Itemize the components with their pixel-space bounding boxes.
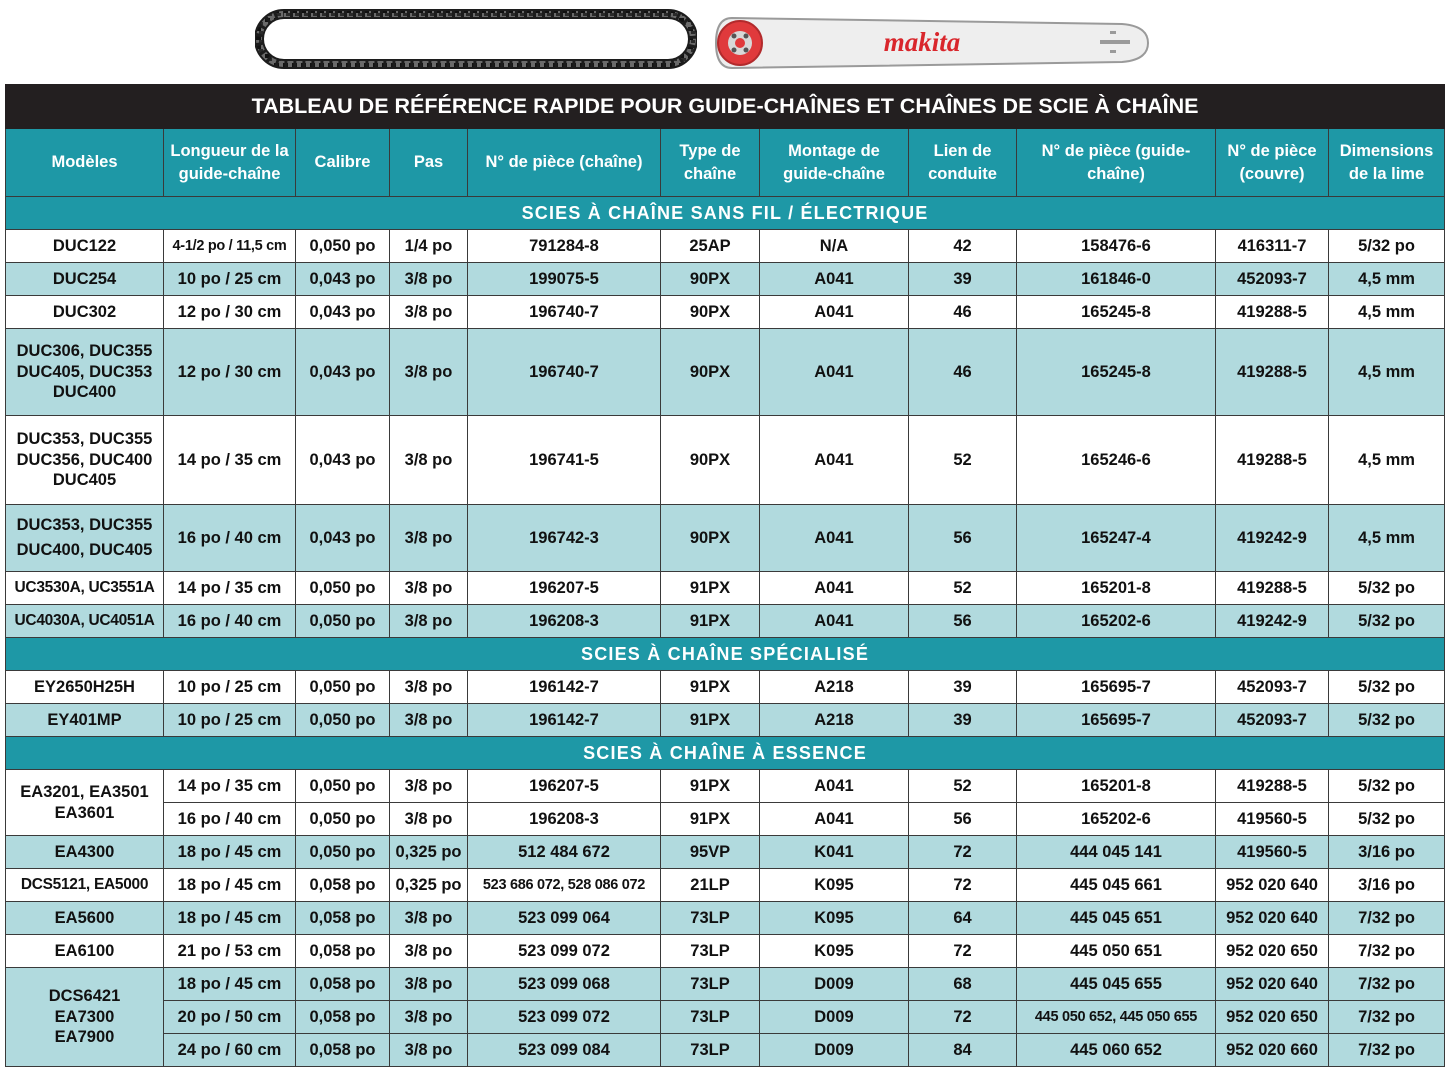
cell-dimensions: 7/32 po xyxy=(1329,968,1445,1001)
cell-dimensions: 4,5 mm xyxy=(1329,296,1445,329)
cell-montage: D009 xyxy=(760,968,909,1001)
cell-piece-chaine: 196142-7 xyxy=(468,671,661,704)
cell-lien: 46 xyxy=(909,296,1017,329)
cell-pas: 3/8 po xyxy=(390,902,468,935)
cell-pas: 3/8 po xyxy=(390,329,468,416)
cell-dimensions: 5/32 po xyxy=(1329,230,1445,263)
cell-piece-couvre: 419288-5 xyxy=(1216,416,1329,505)
cell-modeles xyxy=(6,704,164,737)
table-title-row xyxy=(6,85,1445,129)
section-title: SCIES À CHAÎNE SPÉCIALISÉ xyxy=(6,638,1445,671)
cell-piece-chaine: 196208-3 xyxy=(468,803,661,836)
cell-modeles xyxy=(6,416,164,505)
cell-longueur: 14 po / 35 cm xyxy=(164,770,296,803)
cell-modeles xyxy=(6,869,164,902)
cell-dimensions: 5/32 po xyxy=(1329,803,1445,836)
cell-piece-chaine: 196207-5 xyxy=(468,770,661,803)
cell-calibre: 0,058 po xyxy=(296,1034,390,1067)
cell-type: 90PX xyxy=(661,263,760,296)
model-name: DCS6421 xyxy=(48,987,121,1006)
table-row xyxy=(6,296,1445,329)
cell-piece-couvre: 419560-5 xyxy=(1216,836,1329,869)
cell-piece-guide: 445 060 652 xyxy=(1017,1034,1216,1067)
table-row xyxy=(6,605,1445,638)
cell-longueur: 21 po / 53 cm xyxy=(164,935,296,968)
model-name: DUC254 xyxy=(52,269,117,288)
cell-piece-guide: 165201-8 xyxy=(1017,770,1216,803)
table-row xyxy=(6,1001,1445,1034)
cell-pas: 3/8 po xyxy=(390,803,468,836)
cell-piece-chaine: 523 686 072, 528 086 072 xyxy=(468,869,661,902)
cell-lien: 52 xyxy=(909,572,1017,605)
cell-montage: K095 xyxy=(760,869,909,902)
product-header xyxy=(0,0,1449,84)
cell-montage: K095 xyxy=(760,902,909,935)
model-name: DUC353, DUC355 xyxy=(16,430,153,449)
section-row xyxy=(6,197,1445,230)
cell-pas: 3/8 po xyxy=(390,1001,468,1034)
reference-table xyxy=(5,84,1445,1067)
model-name: DUC400, DUC405 xyxy=(16,541,153,559)
cell-calibre: 0,058 po xyxy=(296,935,390,968)
cell-piece-guide: 161846-0 xyxy=(1017,263,1216,296)
cell-piece-chaine: 791284-8 xyxy=(468,230,661,263)
cell-montage: A218 xyxy=(760,671,909,704)
cell-modeles xyxy=(6,671,164,704)
header-dimensions: Dimensions de la lime xyxy=(1329,129,1445,197)
table-row xyxy=(6,263,1445,296)
cell-modeles xyxy=(6,572,164,605)
cell-dimensions: 3/16 po xyxy=(1329,836,1445,869)
cell-modeles xyxy=(6,605,164,638)
cell-piece-guide: 445 045 651 xyxy=(1017,902,1216,935)
cell-longueur: 20 po / 50 cm xyxy=(164,1001,296,1034)
cell-type: 73LP xyxy=(661,902,760,935)
cell-longueur: 14 po / 35 cm xyxy=(164,572,296,605)
table-row xyxy=(6,869,1445,902)
cell-dimensions: 4,5 mm xyxy=(1329,416,1445,505)
model-name: EY401MP xyxy=(47,710,122,729)
cell-calibre: 0,050 po xyxy=(296,230,390,263)
cell-piece-guide: 158476-6 xyxy=(1017,230,1216,263)
cell-piece-guide: 165246-6 xyxy=(1017,416,1216,505)
cell-piece-guide: 165201-8 xyxy=(1017,572,1216,605)
cell-longueur: 24 po / 60 cm xyxy=(164,1034,296,1067)
makita-logo: makita xyxy=(883,27,961,57)
cell-piece-chaine: 196207-5 xyxy=(468,572,661,605)
cell-montage: N/A xyxy=(760,230,909,263)
cell-longueur: 10 po / 25 cm xyxy=(164,704,296,737)
cell-piece-guide: 445 045 655 xyxy=(1017,968,1216,1001)
model-name: EA4300 xyxy=(54,842,115,861)
model-name: EA7900 xyxy=(54,1028,115,1047)
cell-piece-chaine: 196742-3 xyxy=(468,505,661,572)
cell-calibre: 0,043 po xyxy=(296,416,390,505)
cell-piece-chaine: 196740-7 xyxy=(468,296,661,329)
table-title: TABLEAU DE RÉFÉRENCE RAPIDE POUR GUIDE-CHAÎNES ET CHAÎNES DE SCIE À CHAÎNE xyxy=(6,85,1445,129)
cell-piece-couvre: 952 020 640 xyxy=(1216,968,1329,1001)
cell-longueur: 18 po / 45 cm xyxy=(164,869,296,902)
cell-piece-guide: 165695-7 xyxy=(1017,704,1216,737)
cell-piece-couvre: 952 020 660 xyxy=(1216,1034,1329,1067)
table-row xyxy=(6,671,1445,704)
cell-piece-chaine: 196741-5 xyxy=(468,416,661,505)
cell-modeles xyxy=(6,505,164,572)
cell-calibre: 0,043 po xyxy=(296,505,390,572)
cell-longueur: 16 po / 40 cm xyxy=(164,505,296,572)
header-piece-guide: N° de pièce (guide-chaîne) xyxy=(1017,129,1216,197)
model-name: DCS5121, EA5000 xyxy=(20,876,149,894)
cell-calibre: 0,058 po xyxy=(296,902,390,935)
header-calibre: Calibre xyxy=(296,129,390,197)
cell-piece-couvre: 452093-7 xyxy=(1216,263,1329,296)
cell-piece-couvre: 452093-7 xyxy=(1216,704,1329,737)
cell-pas: 3/8 po xyxy=(390,605,468,638)
cell-piece-guide: 165245-8 xyxy=(1017,296,1216,329)
cell-piece-guide: 165202-6 xyxy=(1017,605,1216,638)
table-row xyxy=(6,416,1445,505)
cell-piece-chaine: 523 099 072 xyxy=(468,935,661,968)
model-name: EA5600 xyxy=(54,908,115,927)
cell-dimensions: 4,5 mm xyxy=(1329,505,1445,572)
cell-dimensions: 5/32 po xyxy=(1329,605,1445,638)
cell-piece-couvre: 419288-5 xyxy=(1216,572,1329,605)
model-name: EA3601 xyxy=(54,803,115,822)
table-row xyxy=(6,836,1445,869)
cell-type: 25AP xyxy=(661,230,760,263)
cell-type: 90PX xyxy=(661,296,760,329)
cell-piece-chaine: 512 484 672 xyxy=(468,836,661,869)
cell-dimensions: 7/32 po xyxy=(1329,902,1445,935)
cell-dimensions: 5/32 po xyxy=(1329,572,1445,605)
cell-piece-chaine: 523 099 064 xyxy=(468,902,661,935)
cell-pas: 0,325 po xyxy=(390,869,468,902)
cell-longueur: 14 po / 35 cm xyxy=(164,416,296,505)
cell-calibre: 0,050 po xyxy=(296,770,390,803)
cell-piece-guide: 445 050 652, 445 050 655 xyxy=(1017,1001,1216,1034)
cell-piece-chaine: 196142-7 xyxy=(468,704,661,737)
cell-lien: 52 xyxy=(909,770,1017,803)
model-name: UC3530A, UC3551A xyxy=(14,579,155,597)
cell-calibre: 0,043 po xyxy=(296,329,390,416)
cell-pas: 0,325 po xyxy=(390,836,468,869)
cell-lien: 72 xyxy=(909,836,1017,869)
model-name: EA7300 xyxy=(54,1007,115,1026)
cell-lien: 72 xyxy=(909,869,1017,902)
cell-montage: A041 xyxy=(760,770,909,803)
cell-piece-couvre: 952 020 640 xyxy=(1216,869,1329,902)
model-name: UC4030A, UC4051A xyxy=(14,612,155,630)
cell-calibre: 0,050 po xyxy=(296,572,390,605)
cell-modeles xyxy=(6,230,164,263)
header-pas: Pas xyxy=(390,129,468,197)
header-piece-chaine: N° de pièce (chaîne) xyxy=(468,129,661,197)
cell-montage: A218 xyxy=(760,704,909,737)
cell-type: 73LP xyxy=(661,935,760,968)
cell-type: 90PX xyxy=(661,416,760,505)
cell-piece-couvre: 419288-5 xyxy=(1216,296,1329,329)
cell-dimensions: 7/32 po xyxy=(1329,1034,1445,1067)
cell-longueur: 18 po / 45 cm xyxy=(164,836,296,869)
cell-pas: 3/8 po xyxy=(390,572,468,605)
cell-calibre: 0,058 po xyxy=(296,1001,390,1034)
cell-pas: 3/8 po xyxy=(390,1034,468,1067)
cell-type: 73LP xyxy=(661,1001,760,1034)
cell-pas: 1/4 po xyxy=(390,230,468,263)
cell-calibre: 0,050 po xyxy=(296,803,390,836)
section-title: SCIES À CHAÎNE SANS FIL / ÉLECTRIQUE xyxy=(6,197,1445,230)
cell-piece-chaine: 523 099 072 xyxy=(468,1001,661,1034)
cell-piece-couvre: 952 020 650 xyxy=(1216,1001,1329,1034)
cell-type: 90PX xyxy=(661,505,760,572)
cell-calibre: 0,043 po xyxy=(296,296,390,329)
cell-piece-couvre: 419560-5 xyxy=(1216,803,1329,836)
header-modeles: Modèles xyxy=(6,129,164,197)
model-name: DUC122 xyxy=(52,236,117,255)
section-title: SCIES À CHAÎNE À ESSENCE xyxy=(6,737,1445,770)
cell-piece-couvre: 952 020 650 xyxy=(1216,935,1329,968)
header-piece-couvre: N° de pièce (couvre) xyxy=(1216,129,1329,197)
cell-modeles xyxy=(6,836,164,869)
cell-calibre: 0,050 po xyxy=(296,671,390,704)
cell-pas: 3/8 po xyxy=(390,671,468,704)
cell-modeles xyxy=(6,902,164,935)
cell-calibre: 0,050 po xyxy=(296,836,390,869)
cell-pas: 3/8 po xyxy=(390,968,468,1001)
model-name: DUC405 xyxy=(52,471,117,490)
cell-lien: 72 xyxy=(909,1001,1017,1034)
cell-pas: 3/8 po xyxy=(390,416,468,505)
cell-lien: 46 xyxy=(909,329,1017,416)
cell-piece-chaine: 196740-7 xyxy=(468,329,661,416)
cell-dimensions: 4,5 mm xyxy=(1329,263,1445,296)
cell-longueur: 18 po / 45 cm xyxy=(164,968,296,1001)
cell-piece-couvre: 419242-9 xyxy=(1216,605,1329,638)
cell-type: 73LP xyxy=(661,968,760,1001)
cell-modeles xyxy=(6,935,164,968)
cell-type: 91PX xyxy=(661,770,760,803)
cell-piece-couvre: 419288-5 xyxy=(1216,770,1329,803)
table-row xyxy=(6,704,1445,737)
model-name: EA3201, EA3501 xyxy=(20,782,149,801)
cell-piece-chaine: 523 099 068 xyxy=(468,968,661,1001)
cell-modeles xyxy=(6,968,164,1067)
cell-lien: 39 xyxy=(909,671,1017,704)
cell-modeles xyxy=(6,296,164,329)
model-name: EY2650H25H xyxy=(34,677,135,696)
cell-pas: 3/8 po xyxy=(390,704,468,737)
cell-modeles xyxy=(6,770,164,836)
model-name: EA6100 xyxy=(54,941,115,960)
cell-montage: A041 xyxy=(760,605,909,638)
cell-montage: A041 xyxy=(760,803,909,836)
header-montage: Montage de guide-chaîne xyxy=(760,129,909,197)
cell-dimensions: 7/32 po xyxy=(1329,935,1445,968)
cell-longueur: 4-1/2 po / 11,5 cm xyxy=(164,230,296,263)
cell-piece-couvre: 419288-5 xyxy=(1216,329,1329,416)
cell-dimensions: 5/32 po xyxy=(1329,704,1445,737)
cell-type: 90PX xyxy=(661,329,760,416)
cell-calibre: 0,058 po xyxy=(296,869,390,902)
cell-longueur: 16 po / 40 cm xyxy=(164,803,296,836)
table-row xyxy=(6,968,1445,1001)
cell-type: 91PX xyxy=(661,704,760,737)
cell-pas: 3/8 po xyxy=(390,935,468,968)
cell-dimensions: 7/32 po xyxy=(1329,1001,1445,1034)
cell-pas: 3/8 po xyxy=(390,263,468,296)
cell-piece-guide: 165245-8 xyxy=(1017,329,1216,416)
table-row xyxy=(6,230,1445,263)
cell-dimensions: 5/32 po xyxy=(1329,671,1445,704)
cell-piece-chaine: 199075-5 xyxy=(468,263,661,296)
cell-piece-chaine: 523 099 084 xyxy=(468,1034,661,1067)
cell-lien: 42 xyxy=(909,230,1017,263)
cell-lien: 56 xyxy=(909,605,1017,638)
table-row xyxy=(6,902,1445,935)
model-name: DUC306, DUC355 xyxy=(16,342,153,361)
section-row xyxy=(6,737,1445,770)
header-lien: Lien de conduite xyxy=(909,129,1017,197)
cell-lien: 39 xyxy=(909,263,1017,296)
cell-piece-couvre: 452093-7 xyxy=(1216,671,1329,704)
cell-calibre: 0,043 po xyxy=(296,263,390,296)
cell-piece-guide: 165202-6 xyxy=(1017,803,1216,836)
cell-calibre: 0,050 po xyxy=(296,704,390,737)
cell-montage: K095 xyxy=(760,935,909,968)
cell-type: 91PX xyxy=(661,572,760,605)
cell-longueur: 12 po / 30 cm xyxy=(164,296,296,329)
saw-chain-image xyxy=(255,8,697,70)
cell-type: 95VP xyxy=(661,836,760,869)
cell-dimensions: 3/16 po xyxy=(1329,869,1445,902)
cell-lien: 39 xyxy=(909,704,1017,737)
section-row xyxy=(6,638,1445,671)
table-row xyxy=(6,935,1445,968)
cell-pas: 3/8 po xyxy=(390,296,468,329)
cell-lien: 56 xyxy=(909,505,1017,572)
cell-type: 73LP xyxy=(661,1034,760,1067)
cell-piece-guide: 444 045 141 xyxy=(1017,836,1216,869)
model-name: DUC400 xyxy=(52,383,117,402)
cell-dimensions: 5/32 po xyxy=(1329,770,1445,803)
cell-type: 91PX xyxy=(661,671,760,704)
table-row xyxy=(6,572,1445,605)
table-row xyxy=(6,1034,1445,1067)
model-name: DUC356, DUC400 xyxy=(16,450,153,469)
cell-pas: 3/8 po xyxy=(390,770,468,803)
cell-piece-guide: 165695-7 xyxy=(1017,671,1216,704)
cell-montage: D009 xyxy=(760,1001,909,1034)
cell-montage: D009 xyxy=(760,1034,909,1067)
model-name: DUC353, DUC355 xyxy=(16,516,153,535)
cell-modeles xyxy=(6,329,164,416)
cell-piece-couvre: 952 020 640 xyxy=(1216,902,1329,935)
table-row xyxy=(6,803,1445,836)
cell-lien: 84 xyxy=(909,1034,1017,1067)
cell-lien: 56 xyxy=(909,803,1017,836)
cell-piece-guide: 445 050 651 xyxy=(1017,935,1216,968)
cell-piece-couvre: 419242-9 xyxy=(1216,505,1329,572)
cell-montage: A041 xyxy=(760,263,909,296)
header-type: Type de chaîne xyxy=(661,129,760,197)
cell-montage: A041 xyxy=(760,329,909,416)
cell-calibre: 0,050 po xyxy=(296,605,390,638)
cell-piece-couvre: 416311-7 xyxy=(1216,230,1329,263)
cell-montage: A041 xyxy=(760,572,909,605)
table-row xyxy=(6,505,1445,572)
cell-type: 21LP xyxy=(661,869,760,902)
cell-lien: 64 xyxy=(909,902,1017,935)
table-row xyxy=(6,329,1445,416)
cell-lien: 72 xyxy=(909,935,1017,968)
cell-lien: 52 xyxy=(909,416,1017,505)
table-row xyxy=(6,770,1445,803)
cell-longueur: 18 po / 45 cm xyxy=(164,902,296,935)
cell-modeles xyxy=(6,263,164,296)
cell-piece-guide: 165247-4 xyxy=(1017,505,1216,572)
cell-montage: A041 xyxy=(760,505,909,572)
cell-type: 91PX xyxy=(661,803,760,836)
cell-dimensions: 4,5 mm xyxy=(1329,329,1445,416)
cell-longueur: 10 po / 25 cm xyxy=(164,671,296,704)
cell-longueur: 10 po / 25 cm xyxy=(164,263,296,296)
guide-bar-image xyxy=(712,12,1152,74)
cell-lien: 68 xyxy=(909,968,1017,1001)
cell-longueur: 16 po / 40 cm xyxy=(164,605,296,638)
cell-montage: A041 xyxy=(760,416,909,505)
header-longueur: Longueur de la guide-chaîne xyxy=(164,129,296,197)
cell-pas: 3/8 po xyxy=(390,505,468,572)
cell-montage: K041 xyxy=(760,836,909,869)
header-row xyxy=(6,129,1445,197)
cell-calibre: 0,058 po xyxy=(296,968,390,1001)
cell-piece-chaine: 196208-3 xyxy=(468,605,661,638)
cell-type: 91PX xyxy=(661,605,760,638)
model-name: DUC405, DUC353 xyxy=(16,362,153,381)
cell-longueur: 12 po / 30 cm xyxy=(164,329,296,416)
cell-montage: A041 xyxy=(760,296,909,329)
model-name: DUC302 xyxy=(52,302,117,321)
cell-piece-guide: 445 045 661 xyxy=(1017,869,1216,902)
